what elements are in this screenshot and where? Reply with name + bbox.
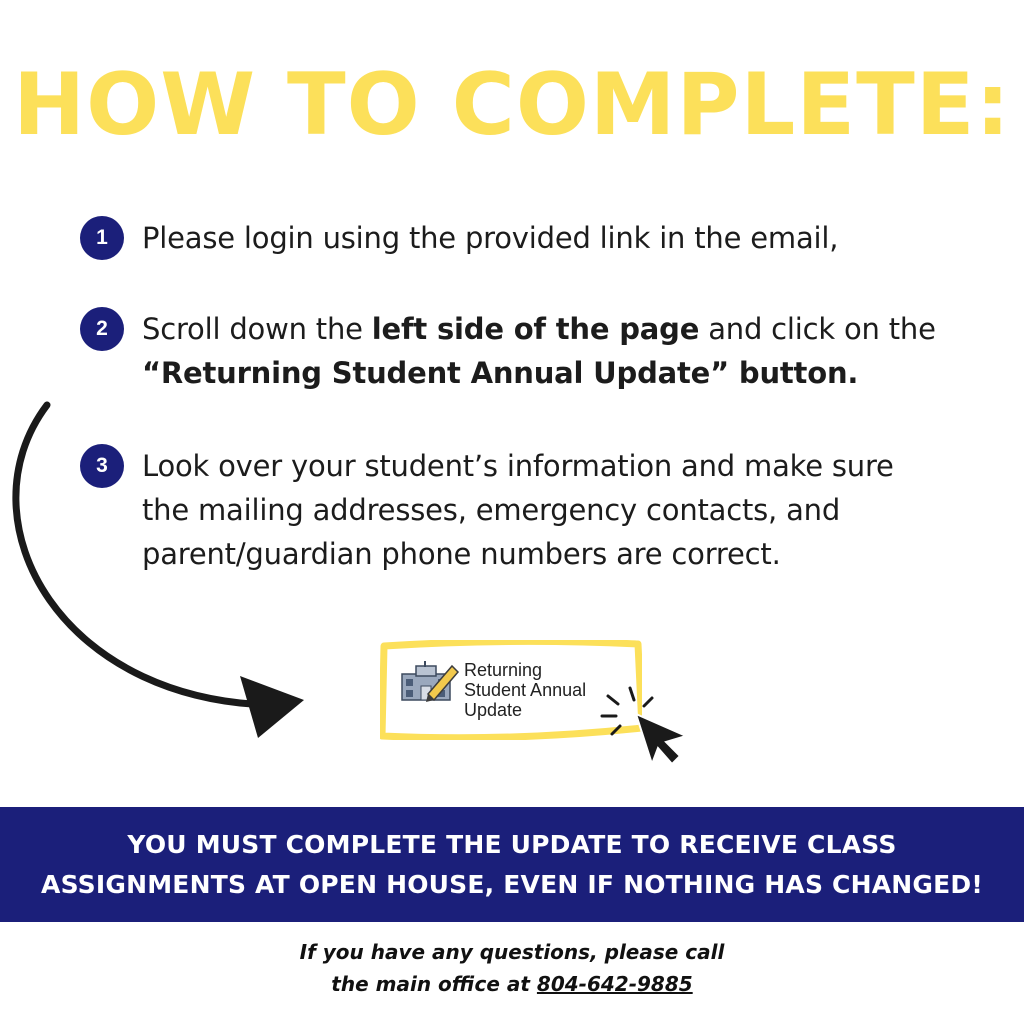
school-edit-icon [400,660,460,702]
step-number-badge: 1 [80,216,124,260]
contact-footer [0,936,1024,1000]
step-number-badge: 2 [80,307,124,351]
page-title: HOW TO COMPLETE: [13,55,1011,155]
footer-line-2: the main office at 804-642-9885 [331,972,693,996]
button-preview-label: Returning Student Annual Update [464,660,587,720]
notice-banner [0,807,1024,922]
step-2-text-bold: left side of the page [371,312,700,346]
footer-line-1: If you have any questions, please call [299,940,725,964]
step-2-text-bold2: “Returning Student Annual Update” button. [142,356,859,390]
mouse-cursor-click-icon [600,686,692,770]
step-number-badge: 3 [80,444,124,488]
step-2-text-pre: Scroll down the [142,312,372,346]
step-1-text: Please login using the provided link in the email, [142,221,839,255]
banner-line-2: ASSIGNMENTS AT OPEN HOUSE, EVEN IF NOTHING HAS CHANGED! [41,869,983,899]
phone-number-link[interactable]: 804-642-9885 [536,972,693,996]
banner-line-1: YOU MUST COMPLETE THE UPDATE TO RECEIVE CLASS [127,829,897,859]
step-3-text: Look over your student’s information and make sure the mailing addresses, emergency contacts, and parent/guardian phone numbers are correct. [142,449,894,571]
step-2-text-mid: and click on the [699,312,936,346]
